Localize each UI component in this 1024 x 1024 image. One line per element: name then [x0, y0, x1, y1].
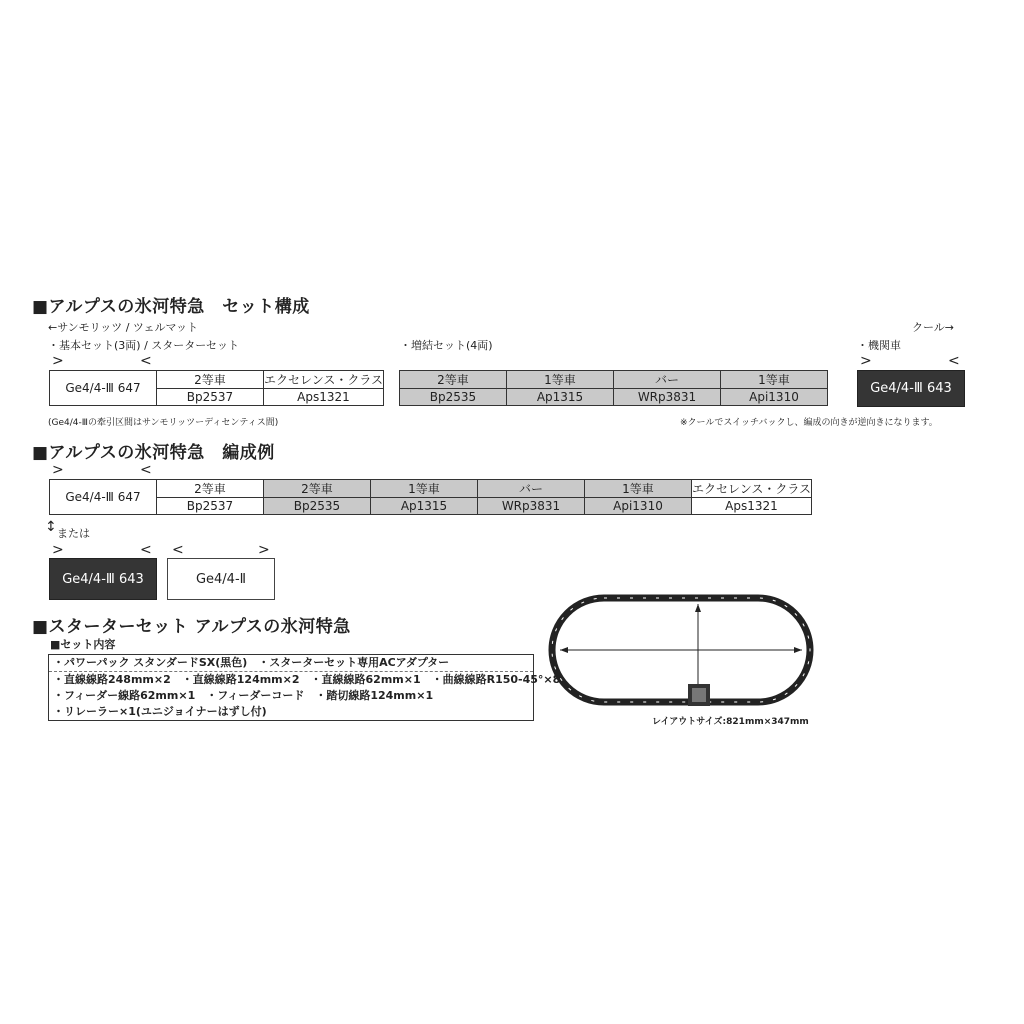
car-code: Aps1321	[692, 498, 812, 515]
basic-set-label: ・基本セット(3両) / スターターセット	[48, 339, 240, 352]
track-layout-diagram	[548, 594, 814, 712]
arrowhead-icon	[560, 647, 568, 653]
crossing-track-inner	[692, 688, 706, 702]
car-type: 1等車	[507, 371, 614, 389]
car-type: 1等車	[585, 480, 692, 498]
right-chevron-icon: >	[860, 353, 872, 369]
section2-title: ■アルプスの氷河特急 編成例	[32, 443, 275, 463]
right-chevron-icon: >	[52, 542, 64, 558]
arrowhead-icon	[794, 647, 802, 653]
car-code: Api1310	[585, 498, 692, 515]
car-type: 2等車	[157, 371, 264, 389]
left-chevron-icon: <	[948, 353, 960, 369]
car-type: 1等車	[721, 371, 828, 389]
direction-left-label: ←サンモリッツ / ツェルマット	[48, 321, 199, 334]
or-label: または	[57, 527, 90, 540]
left-chevron-icon: <	[140, 353, 152, 369]
loco-643: Ge4/4-Ⅲ 643	[857, 370, 965, 407]
contents-row: ・パワーパック スタンダードSX(黒色) ・スターターセット専用ACアダプター	[49, 655, 533, 672]
note-left: (Ge4/4-Ⅲの牽引区間はサンモリッツーディセンティス間)	[48, 418, 279, 428]
car-type: エクセレンス・クラス	[264, 371, 384, 389]
car-code: Bp2535	[400, 389, 507, 406]
left-chevron-icon: <	[172, 542, 184, 558]
add-set-formation	[399, 370, 828, 406]
car-type: エクセレンス・クラス	[692, 480, 812, 498]
contents-row: ・フィーダー線路62mm×1 ・フィーダーコード ・踏切線路124mm×1	[53, 689, 434, 702]
left-chevron-icon: <	[140, 542, 152, 558]
layout-size-label: レイアウトサイズ:821mm×347mm	[652, 717, 809, 727]
car-code: Bp2537	[157, 389, 264, 406]
alt-loco-643: Ge4/4-Ⅲ 643	[49, 558, 157, 600]
car-code: Bp2537	[157, 498, 264, 515]
add-set-label: ・増結セット(4両)	[400, 339, 493, 352]
note-right: ※クールでスイッチバックし、編成の向きが逆向きになります。	[680, 418, 938, 428]
arrowhead-icon	[695, 604, 701, 612]
set-contents-label: ■セット内容	[50, 638, 116, 651]
right-chevron-icon: >	[258, 542, 270, 558]
car-type: 2等車	[157, 480, 264, 498]
car-type: 2等車	[264, 480, 371, 498]
car-code: Ap1315	[371, 498, 478, 515]
contents-row: ・直線線路248mm×2 ・直線線路124mm×2 ・直線線路62mm×1 ・曲線線路R150-45°×8	[53, 673, 561, 686]
left-chevron-icon: <	[140, 462, 152, 478]
car-loco-647: Ge4/4-Ⅲ 647	[50, 480, 157, 515]
car-type: バー	[478, 480, 585, 498]
right-chevron-icon: >	[52, 353, 64, 369]
car-type: 2等車	[400, 371, 507, 389]
car-code: WRp3831	[478, 498, 585, 515]
loco-label: ・機関車	[857, 339, 901, 352]
section3-title: ■スターターセット アルプスの氷河特急	[32, 617, 351, 637]
car-type: 1等車	[371, 480, 478, 498]
car-code: Bp2535	[264, 498, 371, 515]
car-code: Api1310	[721, 389, 828, 406]
car-code: Ap1315	[507, 389, 614, 406]
car-code: Aps1321	[264, 389, 384, 406]
formation-example	[49, 479, 812, 515]
car-type: バー	[614, 371, 721, 389]
car-loco-647: Ge4/4-Ⅲ 647	[50, 371, 157, 406]
direction-right-label: クール→	[912, 321, 954, 334]
car-code: WRp3831	[614, 389, 721, 406]
set-contents-box	[48, 654, 561, 721]
section1-title: ■アルプスの氷河特急 セット構成	[32, 297, 310, 317]
basic-set-formation	[49, 370, 384, 406]
contents-row: ・リレーラー×1(ユニジョイナーはずし付)	[53, 705, 267, 718]
right-chevron-icon: >	[52, 462, 64, 478]
updown-arrow-icon: ↕	[45, 519, 57, 535]
alt-loco-ge44-ii: Ge4/4-Ⅱ	[167, 558, 275, 600]
